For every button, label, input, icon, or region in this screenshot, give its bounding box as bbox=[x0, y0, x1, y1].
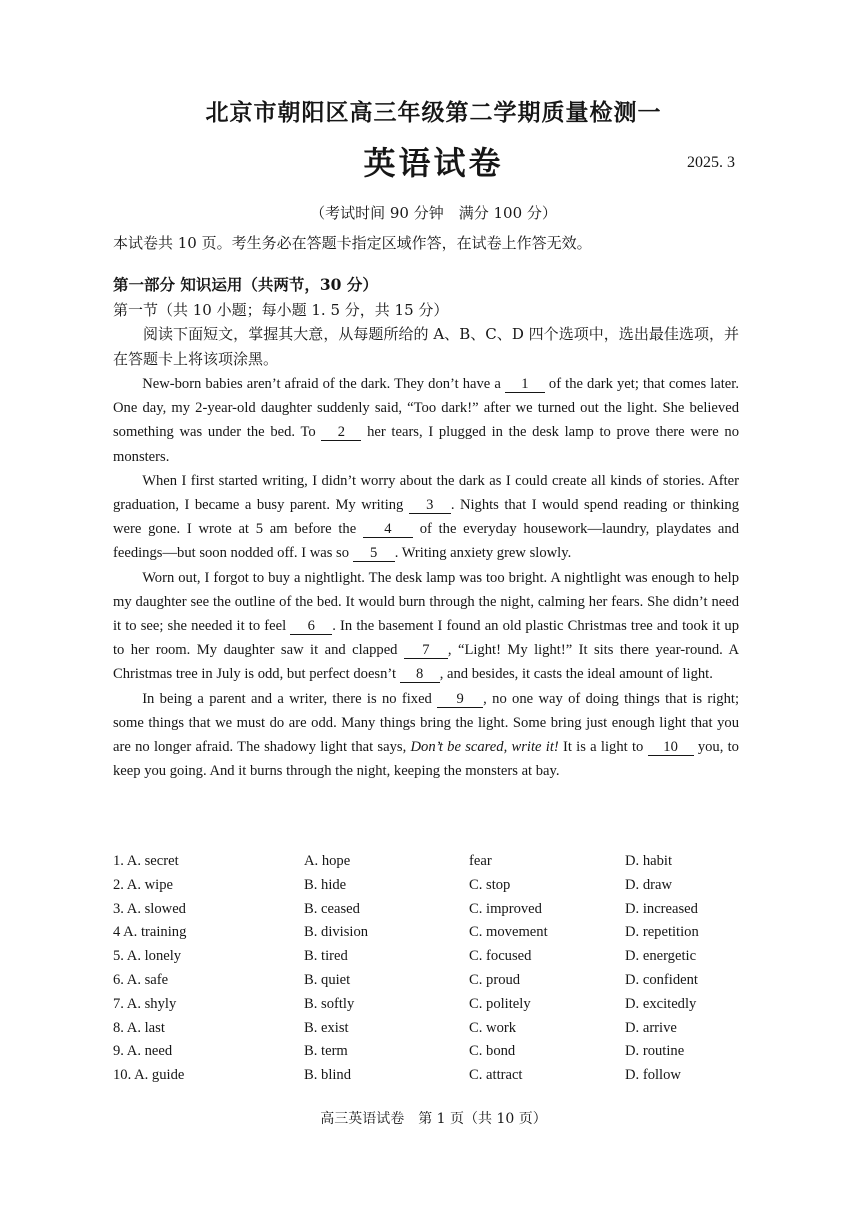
option-c: C. focused bbox=[469, 948, 532, 965]
option-a: 4 A. training bbox=[113, 924, 187, 941]
option-row bbox=[113, 901, 753, 925]
option-d: D. routine bbox=[625, 1043, 685, 1060]
option-c: fear bbox=[469, 853, 492, 869]
option-a: 6. A. safe bbox=[113, 971, 169, 988]
passage-text: New-born babies aren’t afraid of the dark. They don’t have a bbox=[142, 376, 505, 392]
option-a: 10. A. guide bbox=[113, 1067, 185, 1084]
page-footer: 高三英语试卷 第 1 页（共 10 页） bbox=[320, 1111, 547, 1127]
blank-10: 10 bbox=[648, 739, 694, 756]
option-a: 5. A. lonely bbox=[113, 948, 182, 965]
option-a: 8. A. last bbox=[113, 1019, 165, 1036]
blank-5: 5 bbox=[353, 545, 395, 562]
blank-6: 6 bbox=[290, 618, 332, 635]
option-d: D. follow bbox=[625, 1067, 681, 1084]
option-a: 2. A. wipe bbox=[113, 876, 173, 893]
option-d: D. confident bbox=[625, 971, 698, 988]
option-d: D. increased bbox=[625, 900, 698, 917]
passage-text: her tears, I plugged in the desk lamp to prove there were no monsters. bbox=[113, 424, 739, 465]
option-c: C. work bbox=[469, 1019, 517, 1036]
option-b: B. blind bbox=[304, 1067, 352, 1084]
passage-text: It is a light to bbox=[558, 739, 648, 756]
blank-4: 4 bbox=[363, 521, 413, 538]
option-a: 1. A. secret bbox=[113, 853, 179, 869]
blank-9: 9 bbox=[437, 691, 483, 708]
passage-text: , “Light! My light!” It sits there year-round. A Christmas tree in July is odd, but perfect doesn’t bbox=[113, 642, 739, 683]
option-c: C. attract bbox=[469, 1067, 523, 1084]
option-c: C. movement bbox=[469, 924, 548, 941]
passage-paragraph-2 bbox=[113, 469, 739, 566]
option-b: B. division bbox=[304, 924, 369, 941]
option-b: B. softly bbox=[304, 995, 355, 1012]
passage-text: . In the basement I found an old plastic Christmas tree and took it up to her room. My daughter saw it and clapped bbox=[113, 618, 739, 659]
exam-title-line1: 北京市朝阳区高三年级第二学期质量检测一 bbox=[205, 99, 662, 126]
passage-text: . Writing anxiety grew slowly. bbox=[394, 545, 572, 562]
option-row bbox=[113, 924, 753, 948]
option-row bbox=[113, 996, 753, 1020]
blank-7: 7 bbox=[404, 642, 448, 659]
option-row bbox=[113, 877, 753, 901]
option-d: D. habit bbox=[625, 853, 673, 869]
option-row bbox=[113, 972, 753, 996]
option-b: B. tired bbox=[304, 948, 348, 965]
option-c: C. politely bbox=[469, 995, 531, 1012]
option-row bbox=[113, 1020, 753, 1044]
passage-text: In being a parent and a writer, there is no fixed bbox=[142, 690, 438, 707]
option-row bbox=[113, 1067, 753, 1091]
exam-title-subject: 英语试卷 bbox=[363, 144, 504, 182]
passage-text: , no one way of doing things that is right; some things that we must do are odd. Many things bring the light. Some bring just enough light that you are no longer afraid. The shadowy light that says, bbox=[113, 690, 739, 756]
passage-text: , and besides, it casts the ideal amount of light. bbox=[439, 666, 713, 683]
answer-options bbox=[113, 853, 753, 1091]
option-row bbox=[113, 1043, 753, 1067]
passage-text: Worn out, I forgot to buy a nightlight. The desk lamp was too bright. A nightlight was enough to help my daughter see the outline of the bed. It would burn through the night, calming her fears. She didn’t need it to see; she needed it to feel bbox=[113, 569, 739, 635]
option-c: C. bond bbox=[469, 1043, 516, 1060]
passage-paragraph-3 bbox=[113, 566, 739, 687]
exam-notice: 本试卷共 10 页。考生务必在答题卡指定区域作答，在试卷上作答无效。 bbox=[113, 234, 592, 252]
section-instructions: 阅读下面短文，掌握其大意，从每题所给的 A、B、C、D 四个选项中，选出最佳选项，并在答题卡上将该项涂黑。 bbox=[113, 325, 739, 368]
option-a: 3. A. slowed bbox=[113, 900, 186, 917]
option-d: D. arrive bbox=[625, 1019, 677, 1036]
option-b: B. quiet bbox=[304, 971, 351, 988]
option-d: D. draw bbox=[625, 876, 673, 893]
passage-text: of the everyday housework—laundry, playdates and feedings—but soon nodded off. I was so bbox=[113, 521, 739, 562]
passage-quote: Don’t be scared, write it! bbox=[410, 739, 559, 756]
passage-text: When I first started writing, I didn’t worry about the dark as I could create all kinds of stories. After graduation, I became a busy parent. My writing bbox=[113, 472, 739, 514]
part-title: 第一部分 知识运用（共两节，30 分） bbox=[113, 275, 378, 294]
option-d: D. energetic bbox=[625, 948, 697, 965]
blank-2: 2 bbox=[321, 424, 361, 441]
passage-text: of the dark yet; that comes later. One day, my 2-year-old daughter suddenly said, “Too dark!” after we turned out the light. She believed something was under the bed. To bbox=[113, 376, 739, 441]
option-d: D. repetition bbox=[625, 924, 699, 941]
option-b: B. exist bbox=[304, 1019, 349, 1036]
blank-3: 3 bbox=[409, 497, 451, 514]
option-c: C. improved bbox=[469, 900, 542, 917]
exam-date: 2025. 3 bbox=[687, 154, 735, 171]
option-row bbox=[113, 853, 753, 877]
option-c: C. stop bbox=[469, 876, 511, 893]
blank-1: 1 bbox=[505, 376, 545, 393]
passage-text: . Nights that I would spend reading or thinking were gone. I wrote at 5 am before the bbox=[113, 497, 739, 538]
section-title: 第一节（共 10 小题；每小题 1. 5 分，共 15 分） bbox=[113, 301, 449, 319]
option-b: B. ceased bbox=[304, 900, 360, 917]
passage-text: you, to keep you going. And it burns through the night, keeping the monsters at bay. bbox=[113, 739, 739, 780]
option-a: 7. A. shyly bbox=[113, 995, 177, 1012]
option-b: B. term bbox=[304, 1043, 348, 1060]
option-c: C. proud bbox=[469, 971, 521, 988]
option-d: D. excitedly bbox=[625, 995, 697, 1012]
option-a: 9. A. need bbox=[113, 1043, 173, 1060]
option-row bbox=[113, 948, 753, 972]
exam-time-score: （考试时间 90 分钟 满分 100 分） bbox=[310, 204, 557, 222]
option-b: B. hide bbox=[304, 876, 347, 893]
option-b: A. hope bbox=[304, 853, 351, 869]
passage-paragraph-4 bbox=[113, 687, 739, 784]
passage-paragraph-1 bbox=[113, 372, 739, 469]
blank-8: 8 bbox=[400, 666, 440, 683]
cloze-passage bbox=[113, 372, 739, 783]
